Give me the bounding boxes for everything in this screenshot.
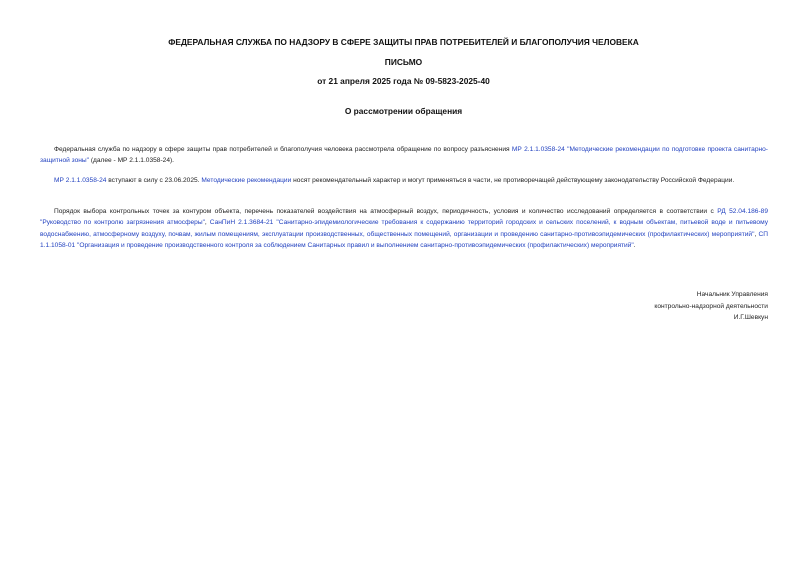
paragraph-2-text-b: носят рекомендательный характер и могут применяться в части, не противоречащей действующему законодательству Российской Федерации.	[291, 177, 735, 184]
link-methodical-recommendations[interactable]: Методические рекомендации	[201, 177, 292, 184]
paragraph-3-text-c: ,	[754, 230, 759, 238]
signature-position: Начальник Управления	[696, 291, 768, 298]
paragraph-1-text-b: (далее - МР 2.1.1.0358-24).	[88, 157, 175, 165]
link-mr-2-1-1-0358-24-title[interactable]: МР 2.1.1.0358-24 "Методические рекомендации по подготовке проекта санитарно-защитной зоны"	[40, 146, 768, 165]
link-mr-2-1-1-0358-24[interactable]: МР 2.1.1.0358-24	[54, 177, 107, 184]
paragraph-2	[40, 175, 768, 186]
signature-block	[528, 289, 768, 324]
signature-department: контрольно-надзорной деятельности	[654, 302, 768, 310]
link-sanpin-2-1-3684-21[interactable]: СанПиН 2.1.3684-21 "Санитарно-эпидемиологические требования к содержанию территорий городских и сельских поселений, к водным объектам, питьевой воде и питьевому водоснабжению, атмосферному воздуху, почвам, жилым помещениям, эксплуатации производственных, общественных помещений, организации и проведению санитарно-противоэпидемических (профилактических) мероприятий"	[40, 219, 768, 238]
link-sp-1-1-1058-01[interactable]: СП 1.1.1058-01 "Организация и проведение производственного контроля за соблюдением Санитарных правил и выполнением санитарно-противоэпидемических (профилактических) мероприятий"	[40, 230, 768, 250]
paragraph-1	[40, 144, 768, 167]
document-type: ПИСЬМО	[384, 57, 423, 67]
paragraph-3	[40, 206, 768, 252]
agency-title: ФЕДЕРАЛЬНАЯ СЛУЖБА ПО НАДЗОРУ В СФЕРЕ ЗАЩИТЫ ПРАВ ПОТРЕБИТЕЛЕЙ И БЛАГОПОЛУЧИЯ ЧЕЛОВЕКА	[168, 37, 639, 47]
date-number: от 21 апреля 2025 года № 09-5823-2025-40	[317, 76, 490, 86]
paragraph-2-text-a: вступают в силу с 23.06.2025.	[106, 177, 202, 184]
paragraph-3-text-a: Порядок выбора контрольных точек за контуром объекта, перечень показателей воздействия на атмосферный воздух, периодичность, условия и количество исследований определяется в соответствии с	[54, 208, 718, 215]
paragraph-1-text-a: Федеральная служба по надзору в сфере защиты прав потребителей и благополучия человека рассмотрела обращение по вопросу разъяснения	[54, 146, 512, 153]
paragraph-3-text-d: .	[633, 242, 636, 250]
signature-name: И.Г.Шевкун	[733, 314, 768, 321]
link-rd-52-04-186-89[interactable]: РД 52.04.186-89 "Руководство по контролю загрязнения атмосферы"	[40, 208, 768, 227]
paragraph-3-text-b: ,	[204, 219, 210, 227]
letter-subject: О рассмотрении обращения	[344, 106, 463, 116]
